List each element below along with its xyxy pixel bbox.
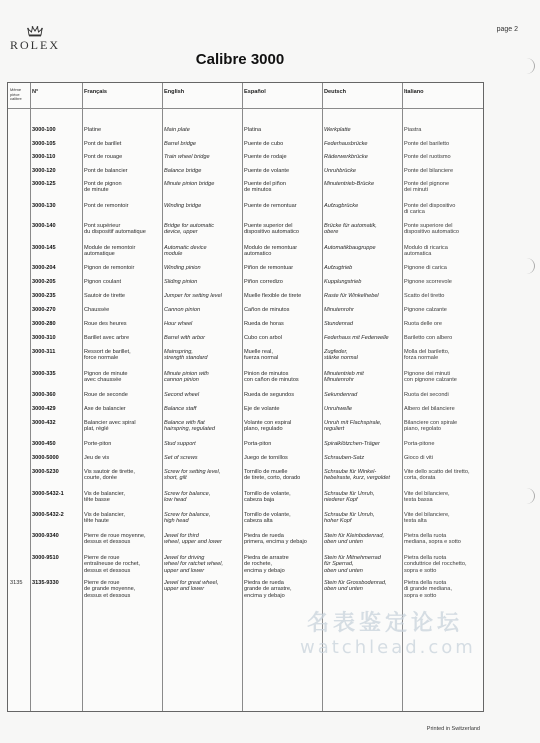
cell-es: Puente de cubo bbox=[244, 141, 284, 147]
cell-it: Albero del bilanciere bbox=[404, 406, 455, 412]
cell-fr: Pont de remontoir bbox=[84, 203, 129, 209]
cell-de: Raste für Winkelhebel bbox=[324, 293, 379, 299]
cell-de: Stundenrad bbox=[324, 321, 353, 327]
cell-es: Platina bbox=[244, 127, 262, 133]
crown-icon bbox=[27, 26, 43, 37]
cell-no: 3000-429 bbox=[32, 406, 56, 412]
cell-no: 3000-280 bbox=[32, 321, 56, 327]
cell-it: Piastra bbox=[404, 127, 422, 133]
cell-fr: Balancier avec spiral plat, réglé bbox=[84, 420, 136, 433]
cell-fr: Porte-piton bbox=[84, 441, 112, 447]
cell-no: 3000-270 bbox=[32, 307, 56, 313]
binder-hole bbox=[518, 58, 535, 74]
cell-it: Modulo di ricarica automatica bbox=[404, 245, 448, 258]
header-caliber: Même pièce calibre bbox=[10, 87, 22, 102]
cell-en: Stud support bbox=[164, 441, 196, 447]
cell-es: Pinion de minutos con cañon de minutos bbox=[244, 371, 299, 384]
cell-es: Tornillo de volante, cabeza alta bbox=[244, 512, 291, 525]
cell-es: Rueda de segundos bbox=[244, 392, 295, 398]
watermark bbox=[300, 606, 476, 658]
cell-it: Ruota dei secondi bbox=[404, 392, 449, 398]
header-english: English bbox=[164, 89, 185, 95]
cell-en: Train wheel bridge bbox=[164, 154, 210, 160]
cell-no: 3000-235 bbox=[32, 293, 56, 299]
cell-it: Ruota delle ore bbox=[404, 321, 442, 327]
cell-fr: Platine bbox=[84, 127, 102, 133]
cell-es: Porta-piton bbox=[244, 441, 272, 447]
cell-de: Schraube für Unruh, hoher Kopf bbox=[324, 512, 375, 525]
cell-de: Federhaus mit Federwelle bbox=[324, 335, 389, 341]
cell-de: Schraube für Winkel- hebelraste, kurz, vergoldet bbox=[324, 469, 390, 482]
cell-en: Balance staff bbox=[164, 406, 197, 412]
cell-de: Schraube für Unruh, niederer Kopf bbox=[324, 491, 375, 504]
cell-es: Piñon corredizo bbox=[244, 279, 283, 285]
page-number: page 2 bbox=[496, 26, 518, 33]
cell-it: Vite dello scatto del tiretto, corta, dorata bbox=[404, 469, 470, 482]
cell-no: 3000-9510 bbox=[32, 555, 59, 561]
cell-es: Juego de tornillos bbox=[244, 455, 288, 461]
cell-es: Piñon de remontuar bbox=[244, 265, 294, 271]
cell-no: 3000-5432-2 bbox=[32, 512, 64, 518]
cell-en: Barrel bridge bbox=[164, 141, 197, 147]
cell-it: Vite del bilanciere, testa bassa bbox=[404, 491, 450, 504]
cell-fr: Pignon de remontoir bbox=[84, 265, 135, 271]
cell-es: Puente de remontuar bbox=[244, 203, 297, 209]
cell-en: Second wheel bbox=[164, 392, 200, 398]
cell-es: Rueda de horas bbox=[244, 321, 284, 327]
cell-no: 3000-110 bbox=[32, 154, 56, 160]
cell-it: Scatto del tiretto bbox=[404, 293, 445, 299]
cell-no: 3000-432 bbox=[32, 420, 56, 426]
cell-it: Gioco di viti bbox=[404, 455, 433, 461]
cell-it: Ponte del pignone dei minuti bbox=[404, 181, 450, 194]
cell-fr: Roue des heures bbox=[84, 321, 127, 327]
cell-caliber: 3135 bbox=[10, 580, 23, 586]
cell-it: Pignone scorrevole bbox=[404, 279, 452, 285]
cell-fr: Sautoir de tirette bbox=[84, 293, 126, 299]
binder-hole bbox=[518, 258, 535, 274]
cell-fr: Pierre de roue moyenne, dessus et dessous bbox=[84, 533, 146, 546]
cell-es: Volante con espiral plano, regulado bbox=[244, 420, 292, 433]
header-german: Deutsch bbox=[324, 89, 347, 95]
table-row bbox=[8, 469, 483, 493]
header-divider bbox=[8, 108, 483, 109]
cell-fr: Pont de rouage bbox=[84, 154, 123, 160]
cell-es: Puente del piñon de minutos bbox=[244, 181, 286, 194]
table-row bbox=[8, 555, 483, 579]
cell-fr: Barillet avec arbre bbox=[84, 335, 130, 341]
cell-fr: Pont de pignon de minute bbox=[84, 181, 122, 194]
cell-no: 3000-310 bbox=[32, 335, 56, 341]
cell-no: 3000-125 bbox=[32, 181, 56, 187]
cell-de: Minutentrieb-Brücke bbox=[324, 181, 375, 187]
cell-it: Pignone calzante bbox=[404, 307, 447, 313]
cell-de: Unruhwelle bbox=[324, 406, 352, 412]
cell-en: Winding pinion bbox=[164, 265, 201, 271]
cell-no: 3000-205 bbox=[32, 279, 56, 285]
cell-en: Screw for setting level, short, gilt bbox=[164, 469, 221, 482]
cell-fr: Pont de barillet bbox=[84, 141, 122, 147]
cell-de: Zugfeder, stärke normal bbox=[324, 349, 358, 362]
cell-no: 3000-5432-1 bbox=[32, 491, 64, 497]
cell-en: Minute pinion with cannon pinion bbox=[164, 371, 209, 384]
cell-de: Schrauben-Satz bbox=[324, 455, 365, 461]
rolex-logo bbox=[8, 26, 62, 53]
cell-no: 3000-9340 bbox=[32, 533, 59, 539]
cell-fr: Pierre de roue de grande moyenne, dessus et dessous bbox=[84, 580, 136, 599]
cell-it: Ponte superiore del dispositivo automatico bbox=[404, 223, 460, 236]
cell-de: Werkplatte bbox=[324, 127, 351, 133]
cell-no: 3000-311 bbox=[32, 349, 56, 355]
cell-de: Minutenrohr bbox=[324, 307, 354, 313]
cell-fr: Module de remontoir automatique bbox=[84, 245, 136, 258]
cell-de: Federhausbrücke bbox=[324, 141, 368, 147]
cell-fr: Vis de balancier, tête basse bbox=[84, 491, 125, 504]
cell-en: Jewel for driving wheel for ratchet wheel, upper and lower bbox=[164, 555, 224, 574]
cell-en: Balance bridge bbox=[164, 168, 202, 174]
cell-fr: Roue de seconde bbox=[84, 392, 128, 398]
cell-de: Aufzugbrücke bbox=[324, 203, 359, 209]
cell-fr: Ressort de barillet, force normale bbox=[84, 349, 131, 362]
cell-es: Cañon de minutos bbox=[244, 307, 290, 313]
cell-no: 3000-360 bbox=[32, 392, 56, 398]
cell-fr: Vis sautoir de tirette, courte, dorée bbox=[84, 469, 135, 482]
cell-fr: Axe de balancier bbox=[84, 406, 126, 412]
cell-no: 3000-140 bbox=[32, 223, 56, 229]
cell-en: Jewel for third wheel, upper and lower bbox=[164, 533, 222, 546]
table-row bbox=[8, 580, 483, 604]
cell-it: Ponte del ruotismo bbox=[404, 154, 451, 160]
cell-es: Puente de volante bbox=[244, 168, 290, 174]
cell-en: Set of screws bbox=[164, 455, 198, 461]
cell-es: Piedra de arrastre de rochete, encima y debajo bbox=[244, 555, 289, 574]
cell-de: Stein für Mitnehmerrad für Sperrad, oben und unten bbox=[324, 555, 381, 574]
header-number: N° bbox=[32, 89, 39, 95]
cell-en: Jumper for setting level bbox=[164, 293, 222, 299]
header-italian: Italiano bbox=[404, 89, 424, 95]
cell-es: Cubo con arbol bbox=[244, 335, 282, 341]
cell-en: Automatic device module bbox=[164, 245, 207, 258]
cell-de: Minutentrieb mit Minutenrohr bbox=[324, 371, 364, 384]
cell-es: Modulo de remontuar automatico bbox=[244, 245, 298, 258]
cell-fr: Pierre de roue entraîneuse de rochet, dessus et dessous bbox=[84, 555, 140, 574]
cell-de: Sekundenrad bbox=[324, 392, 358, 398]
cell-en: Minute pinion bridge bbox=[164, 181, 215, 187]
cell-it: Ponte del bilanciere bbox=[404, 168, 454, 174]
cell-es: Puente de rodaje bbox=[244, 154, 287, 160]
cell-fr: Jeu de vis bbox=[84, 455, 110, 461]
cell-it: Porta-pitone bbox=[404, 441, 435, 447]
cell-es: Tornillo de volante, cabeza baja bbox=[244, 491, 291, 504]
cell-it: Pietra della ruota di grande mediana, sopra e sotto bbox=[404, 580, 452, 599]
cell-no: 3000-204 bbox=[32, 265, 56, 271]
cell-es: Tornillo de muelle de tirete, corto, dorado bbox=[244, 469, 301, 482]
cell-it: Vite del bilanciere, testa alta bbox=[404, 512, 450, 525]
cell-en: Winding bridge bbox=[164, 203, 202, 209]
cell-it: Pietra della ruota mediana, sopra e sotto bbox=[404, 533, 461, 546]
cell-es: Puente superior del dispositivo automatico bbox=[244, 223, 300, 236]
table-row bbox=[8, 533, 483, 557]
cell-no: 3000-120 bbox=[32, 168, 56, 174]
cell-no: 3000-130 bbox=[32, 203, 56, 209]
cell-es: Eje de volante bbox=[244, 406, 280, 412]
page-title: Calibre 3000 bbox=[195, 51, 285, 68]
cell-no: 3135-9330 bbox=[32, 580, 59, 586]
cell-de: Kupplungstrieb bbox=[324, 279, 362, 285]
watermark-en: watchlead.com bbox=[300, 637, 476, 658]
cell-fr: Pont de balancier bbox=[84, 168, 128, 174]
cell-no: 3000-5000 bbox=[32, 455, 59, 461]
cell-es: Piedra de rueda grande de arrastre, encima y debajo bbox=[244, 580, 292, 599]
cell-de: Brücke für automatik, obere bbox=[324, 223, 377, 236]
cell-fr: Pignon de minute avec chaussée bbox=[84, 371, 128, 384]
cell-no: 3000-5230 bbox=[32, 469, 59, 475]
cell-de: Räderwerkbrücke bbox=[324, 154, 368, 160]
cell-fr: Pont supérieur du dispositif automatique bbox=[84, 223, 146, 236]
cell-es: Muelle flexible de tirete bbox=[244, 293, 302, 299]
cell-en: Screw for balance, high head bbox=[164, 512, 211, 525]
cell-de: Spiralklötzchen-Träger bbox=[324, 441, 380, 447]
cell-de: Stein für Kleinbodenrad, oben und unten bbox=[324, 533, 385, 546]
cell-it: Molla del bariletto, forza normale bbox=[404, 349, 450, 362]
table-row bbox=[8, 181, 483, 205]
cell-de: Aufzugtrieb bbox=[324, 265, 353, 271]
cell-es: Muelle real, fuerza normal bbox=[244, 349, 279, 362]
cell-it: Pignone di carica bbox=[404, 265, 447, 271]
cell-de: Unruh mit Flachspirale, reguliert bbox=[324, 420, 382, 433]
watermark-cn: 名表鉴定论坛 bbox=[306, 610, 463, 635]
cell-de: Automatikbaugruppe bbox=[324, 245, 376, 251]
printed-note: Printed in Switzerland bbox=[426, 726, 480, 732]
cell-en: Sliding pinion bbox=[164, 279, 198, 285]
cell-no: 3000-100 bbox=[32, 127, 56, 133]
cell-en: Cannon pinion bbox=[164, 307, 201, 313]
header-french: Français bbox=[84, 89, 108, 95]
table-row bbox=[8, 223, 483, 247]
cell-de: Stein für Grossbodenrad, oben und unten bbox=[324, 580, 387, 593]
cell-no: 3000-105 bbox=[32, 141, 56, 147]
cell-no: 3000-335 bbox=[32, 371, 56, 377]
cell-en: Balance with flat hairspring, regulated bbox=[164, 420, 215, 433]
cell-no: 3000-145 bbox=[32, 245, 56, 251]
cell-fr: Pignon coulant bbox=[84, 279, 122, 285]
cell-de: Unruhbrücke bbox=[324, 168, 357, 174]
cell-es: Piedra de rueda primera, encima y debajo bbox=[244, 533, 307, 546]
cell-fr: Chaussée bbox=[84, 307, 110, 313]
binder-hole bbox=[518, 488, 535, 504]
cell-no: 3000-450 bbox=[32, 441, 56, 447]
cell-fr: Vis de balancier, tête haute bbox=[84, 512, 125, 525]
cell-it: Ponte del dispositivo di carica bbox=[404, 203, 456, 216]
cell-it: Bariletto con albero bbox=[404, 335, 453, 341]
cell-en: Bridge for automatic device, upper bbox=[164, 223, 215, 236]
header-spanish: Español bbox=[244, 89, 266, 95]
cell-it: Ponte del bariletto bbox=[404, 141, 450, 147]
table-row bbox=[8, 349, 483, 373]
cell-it: Bilanciere con spirale piano, regolato bbox=[404, 420, 458, 433]
cell-en: Barrel with arbor bbox=[164, 335, 206, 341]
cell-it: Pietra della ruota conduttrice del rocchetto, sopra e sotto bbox=[404, 555, 467, 574]
brand-name: ROLEX bbox=[10, 38, 60, 52]
cell-en: Mainspring, strength standard bbox=[164, 349, 208, 362]
cell-en: Hour wheel bbox=[164, 321, 193, 327]
cell-en: Main plate bbox=[164, 127, 190, 133]
cell-it: Pignone dei minuti con pignone calzante bbox=[404, 371, 457, 384]
cell-en: Jewel for great wheel, upper and lower bbox=[164, 580, 219, 593]
cell-en: Screw for balance, low head bbox=[164, 491, 211, 504]
